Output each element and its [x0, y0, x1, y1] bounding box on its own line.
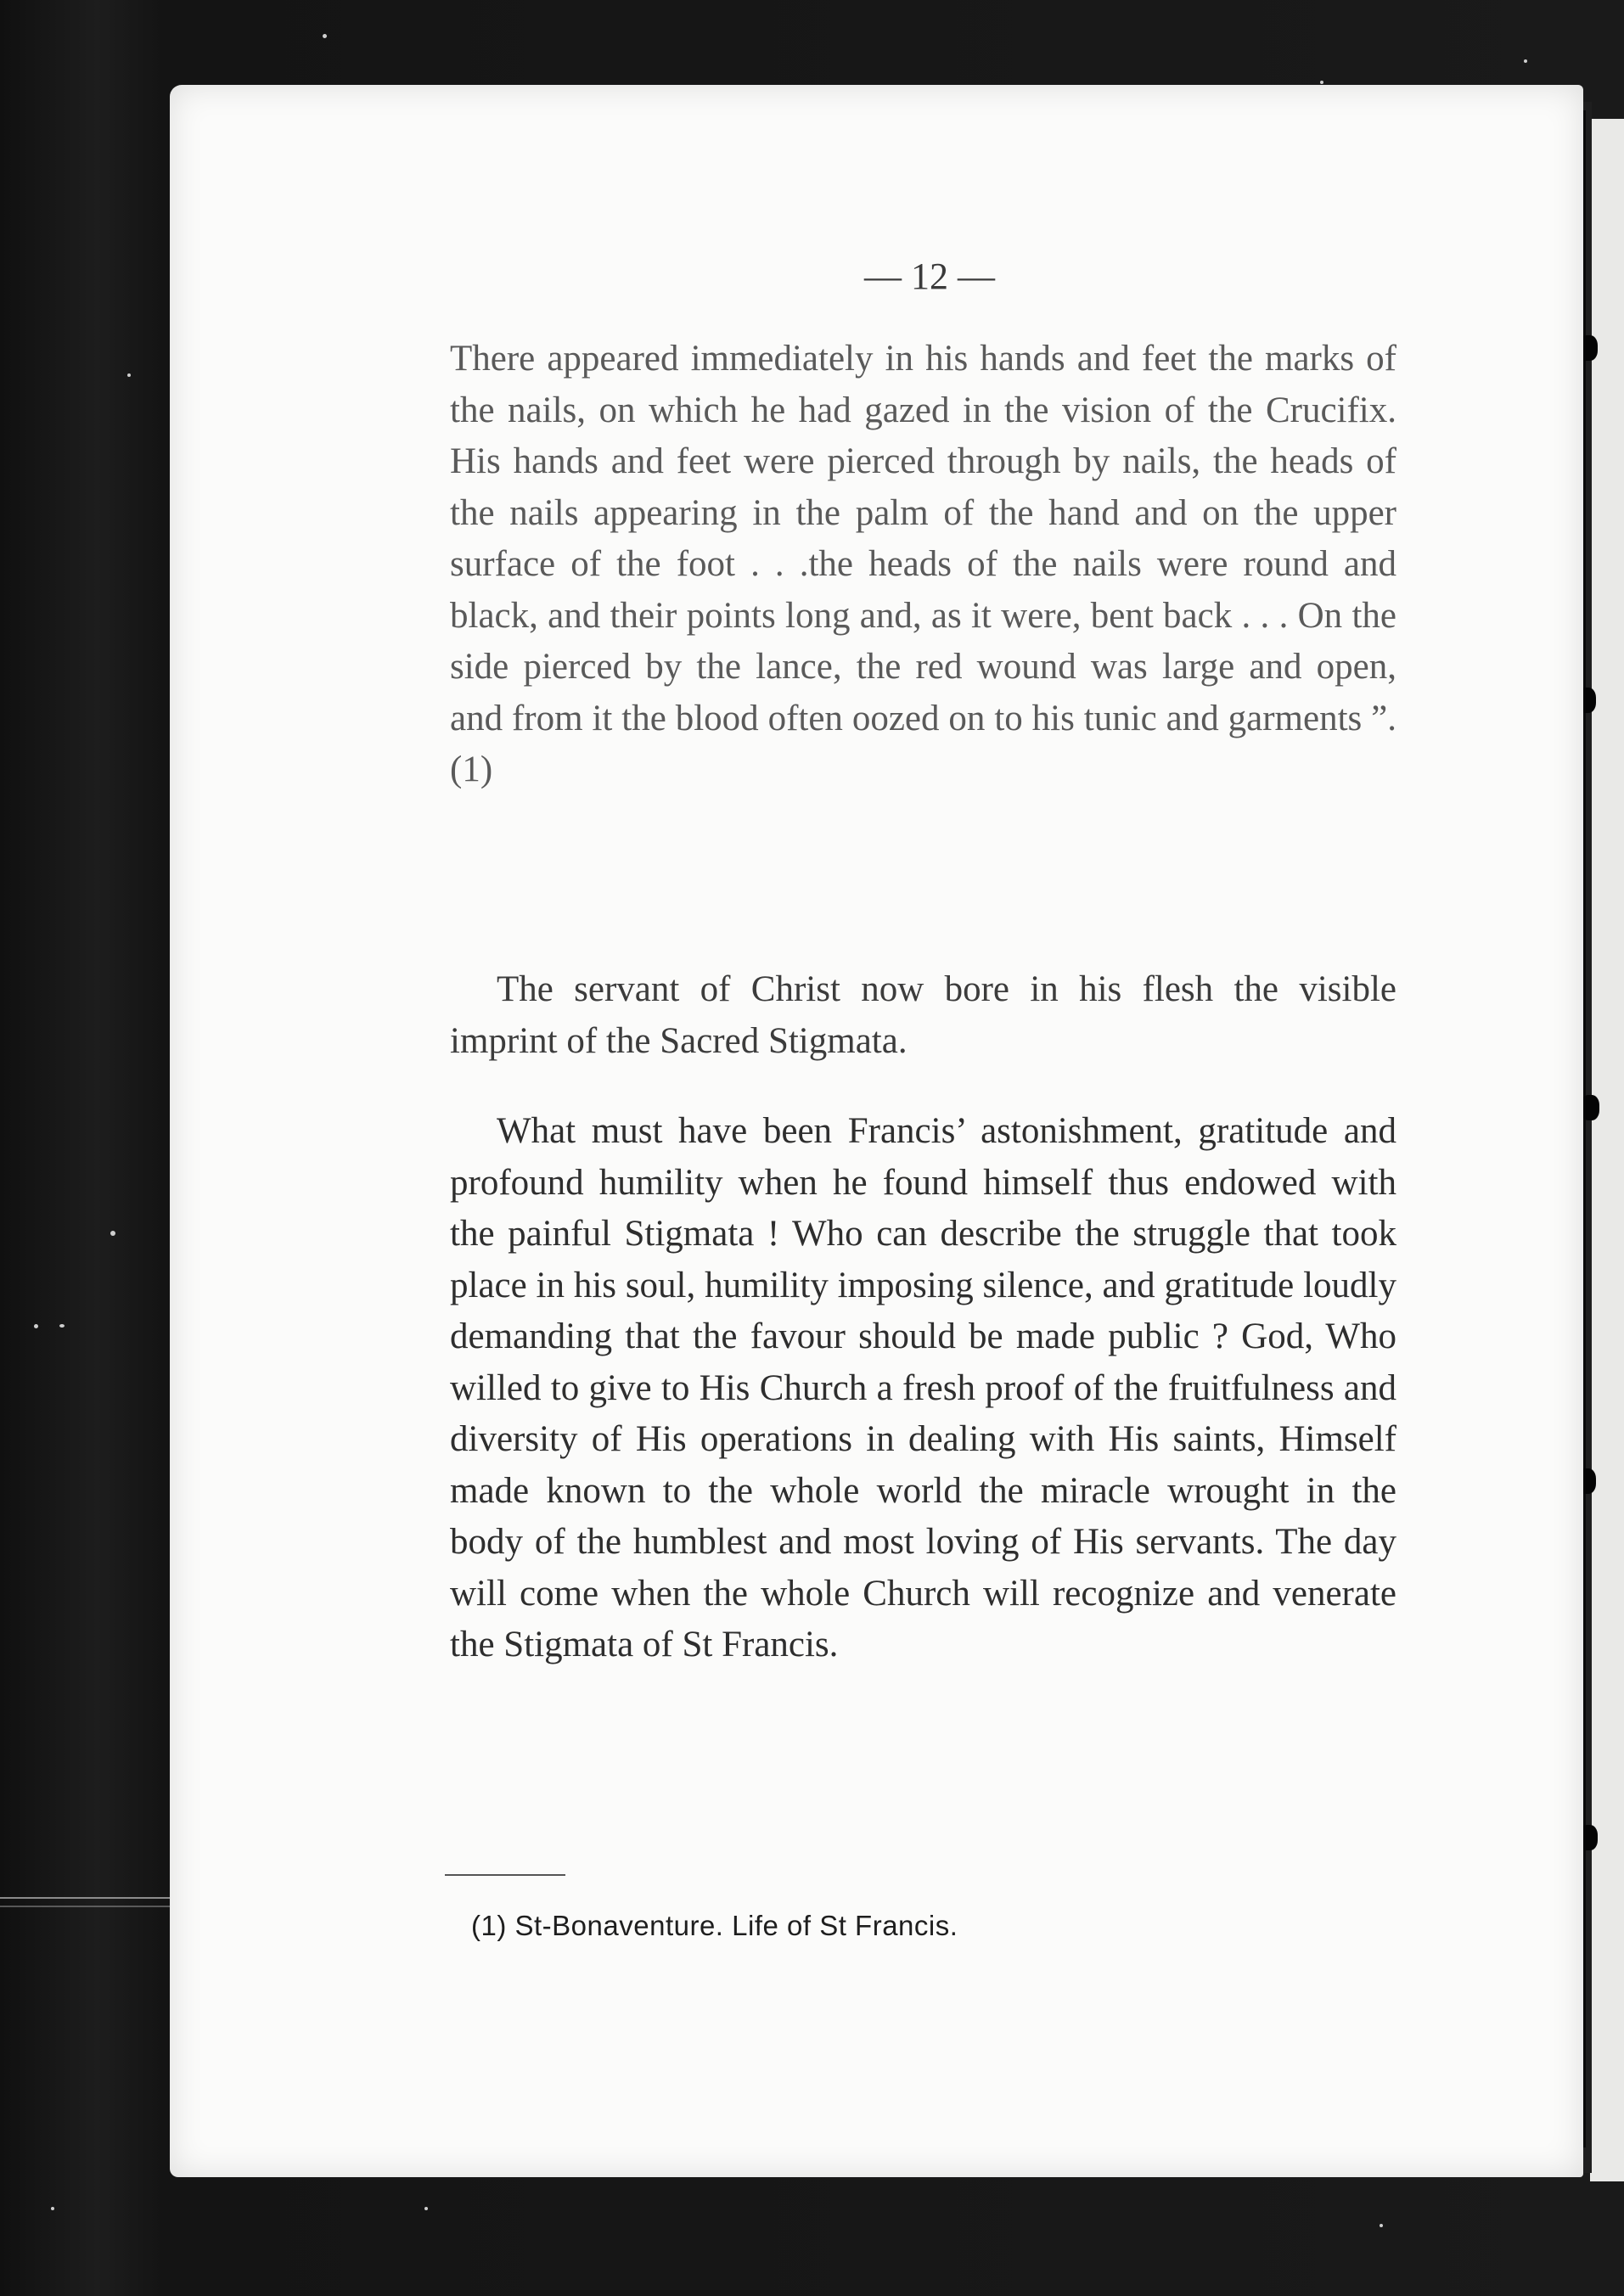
- dust-speck: [1320, 81, 1323, 84]
- dust-speck: [34, 1324, 38, 1328]
- footnote-divider: [445, 1874, 565, 1876]
- dust-speck: [127, 373, 131, 377]
- body-paragraph: The servant of Christ now bore in his flesh the visible imprint of the Sacred Stigmata.: [450, 969, 1396, 1061]
- page-number: — 12 —: [864, 255, 995, 297]
- dust-speck: [110, 1231, 115, 1236]
- dust-speck: [59, 1324, 65, 1328]
- body-paragraph: There appeared immediately in his hands and feet the marks of the nails, on which he had gazed in the vision of the Crucifix. His hands and feet were pierced through by nails, the heads of the nails appearing in the palm of the hand and on the upper surface of the foot . . .the heads of the nails were round and black, and their points long and, as it were, bent back . . . On the side pierced by the lance, the red wound was large and open, and from it the blood often oozed on to his tunic and garments ”. (1): [450, 339, 1396, 789]
- dust-speck: [1380, 2224, 1383, 2227]
- footnote: (1) St-Bonaventure. Life of St Francis.: [471, 1910, 958, 1941]
- body-paragraph: What must have been Francis’ astonishment, gratitude and profound humility when he found himself thus endowed with the painful Stigmata ! Who can describe the struggle that took place in his soul, humility imposing silence, and gratitude loudly demanding that the favour should be made public ? God, Who willed to give to His Church a fresh proof of the fruitfulness and diversity of His operations in dealing with His saints, Himself made known to the whole world the miracle wrought in the body of the humblest and most loving of His servants. The day will come when the whole Church will recognize and venerate the Stigmata of St Francis.: [450, 1111, 1396, 1664]
- dust-speck: [1524, 59, 1527, 63]
- facing-page-edge: [1590, 119, 1624, 2181]
- dust-speck: [51, 2207, 54, 2210]
- binding-thread: [1581, 1095, 1599, 1120]
- dust-speck: [323, 34, 327, 38]
- dust-speck: [424, 2207, 428, 2210]
